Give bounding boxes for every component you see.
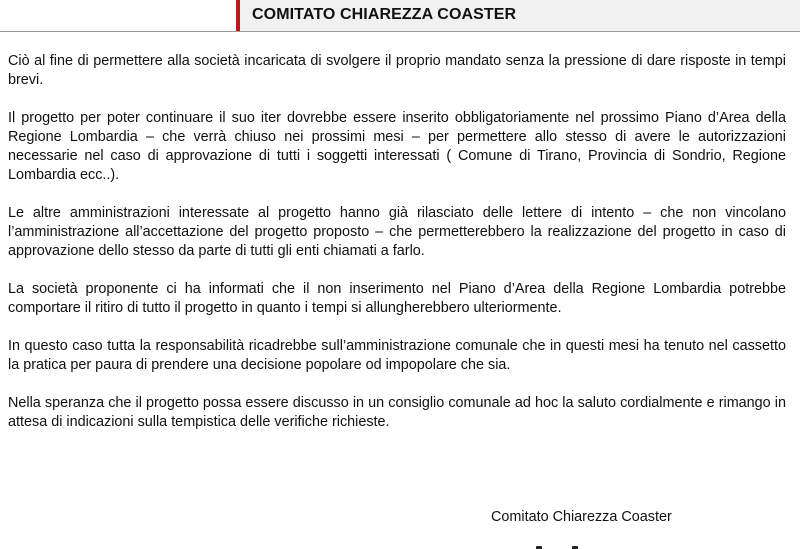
document-header: [0, 0, 800, 32]
paragraph: Nella speranza che il progetto possa essere discusso in un consiglio comunale ad hoc la saluto cordialmente e rimango in attesa di indicazioni sulla tempistica delle verifiche richieste.: [8, 395, 786, 430]
title-box: [236, 0, 800, 31]
paragraph: Il progetto per poter continuare il suo iter dovrebbe essere inserito obbligatoriamente nel prossimo Piano d’Area della Regione Lombardia – che verrà chiuso nei prossimi mesi – per permettere allo stesso di avere le autorizzazioni necessarie nel caso di approvazione di tutti i soggetti interessati ( Comune di Tirano, Provincia di Sondrio, Regione Lombardia ecc..).: [8, 110, 786, 183]
signature: Comitato Chiarezza Coaster: [491, 509, 672, 525]
paragraph: Ciò al fine di permettere alla società incaricata di svolgere il proprio mandato senza la pressione di dare risposte in tempi brevi.: [8, 53, 786, 88]
paragraph: Le altre amministrazioni interessate al progetto hanno già rilasciato delle lettere di intento – che non vincolano l’amministrazione all’accettazione del progetto proposto – che permetterebbero la realizzazione del progetto in caso di approvazione dello stesso da parte di tutti gli enti chiamati a farlo.: [8, 205, 786, 259]
document-title: COMITATO CHIAREZZA COASTER: [252, 6, 517, 23]
cropped-text-fragment: [536, 539, 626, 549]
header-divider: [0, 31, 800, 32]
paragraph: In questo caso tutta la responsabilità ricadrebbe sull’amministrazione comunale che in questi mesi ha tenuto nel cassetto la pratica per paura di prendere una decisione popolare od impopolare che sia.: [8, 338, 786, 373]
paragraph: La società proponente ci ha informati che il non inserimento nel Piano d’Area della Regione Lombardia potrebbe comportare il ritiro di tutto il progetto in quanto i tempi si allungherebbero ulteriormente.: [8, 281, 786, 316]
letter-body: [8, 52, 786, 451]
